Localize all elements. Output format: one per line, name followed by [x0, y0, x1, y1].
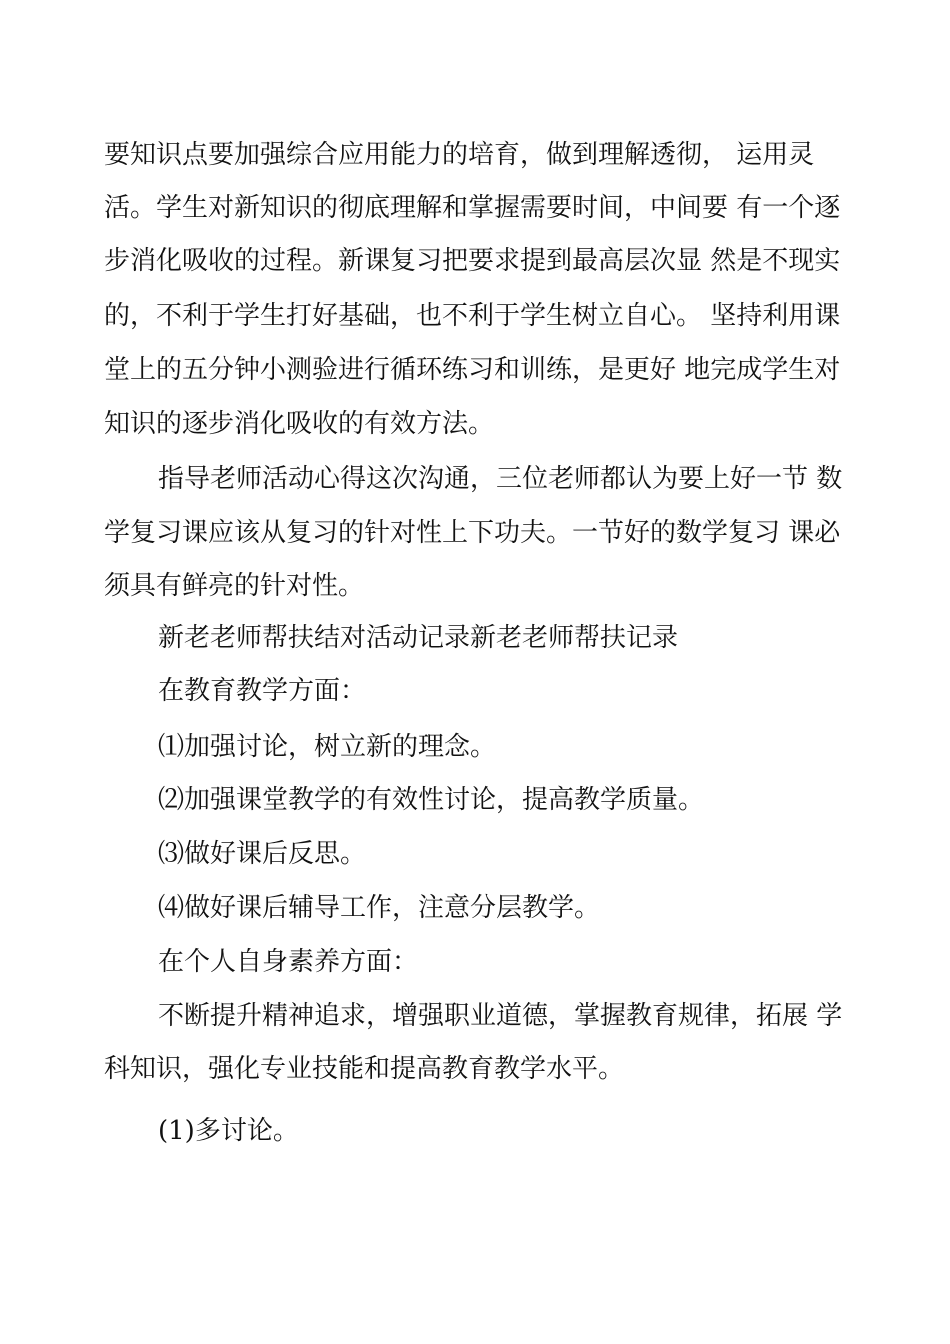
record-heading: 新老老师帮扶结对活动记录新老老师帮扶记录	[158, 623, 679, 653]
teaching-item-4: ⑷做好课后辅导工作，注意分层教学。	[158, 893, 601, 923]
teaching-item-2: ⑵加强课堂教学的有效性讨论，提高教学质量。	[158, 785, 705, 815]
teaching-item-1: ⑴加强讨论，树立新的理念。	[158, 732, 497, 762]
paragraph-1-line-5: 堂上的五分钟小测验进行循环练习和训练，是更好 地完成学生对	[104, 355, 841, 385]
list-item-discuss: (1)多讨论。	[158, 1116, 299, 1146]
paragraph-1-line-3: 步消化吸收的过程。新课复习把要求提到最高层次显 然是不现实	[104, 246, 841, 276]
teaching-section-title: 在教育教学方面：	[158, 676, 367, 706]
quality-section-title: 在个人自身素养方面：	[158, 947, 419, 977]
paragraph-1-line-1: 要知识点要加强综合应用能力的培育，做到理解透彻， 运用灵	[104, 140, 815, 170]
quality-line-1: 不断提升精神追求，增强职业道德，掌握教育规律，拓展 学	[158, 1001, 843, 1031]
paragraph-1-line-2: 活。学生对新知识的彻底理解和掌握需要时间，中间要 有一个逐	[104, 193, 841, 223]
paragraph-2-line-2: 学复习课应该从复习的针对性上下功夫。一节好的数学复习 课必	[104, 518, 841, 548]
paragraph-1-line-6: 知识的逐步消化吸收的有效方法。	[104, 409, 495, 439]
paragraph-1-line-4: 的，不利于学生打好基础，也不利于学生树立自心。 坚持利用课	[104, 301, 841, 331]
teaching-item-3: ⑶做好课后反思。	[158, 839, 367, 869]
paragraph-2-line-1: 指导老师活动心得这次沟通，三位老师都认为要上好一节 数	[158, 464, 843, 494]
paragraph-2-line-3: 须具有鲜亮的针对性。	[104, 571, 365, 601]
quality-line-2: 科知识，强化专业技能和提高教育教学水平。	[104, 1054, 625, 1084]
